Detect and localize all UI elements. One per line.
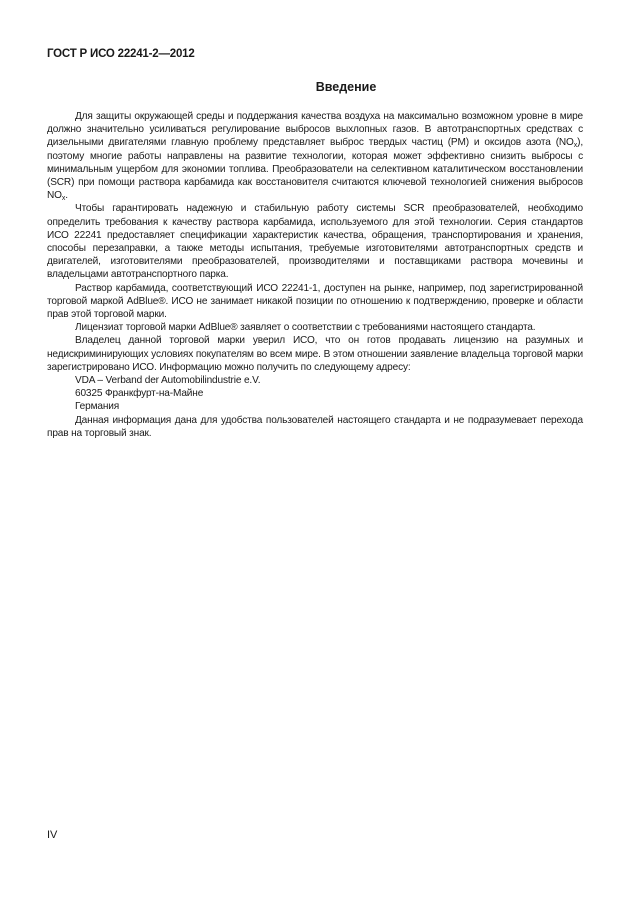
paragraph-5: Владелец данной торговой марки уверил ИСО, что он готов продавать лицензию на разумных и недискриминирующих условиях покупателям во всем мире. В этом отношении заявление владельца торговой марки зарегистрировано ИСО. Информацию можно получить по следующему адресу:: [47, 335, 583, 373]
paragraph-1-part-b: ), поэтому многие работы направлены на развитие технологии, которая может эффективно снизить выбросы с минимальным ущербом для экономии топлива. Преобразователи на селективном каталитическом восстановлении (SCR) при помощи раствора карбамида как восстановителя считаются ключевой технологией снижения выбросов NO: [47, 137, 583, 202]
page-number: IV: [47, 829, 58, 841]
address-line-1: VDA – Verband der Automobilindustrie e.V.: [75, 375, 261, 387]
paragraph-1-part-a: Для защиты окружающей среды и поддержания качества воздуха на максимально возможном уровне в мире должно значительно усиливаться регулирование выбросов выхлопных газов. В автотранспортных средствах с дизельными двигателями главную проблему представляет выброс твердых частиц (PM) и оксидов азота (NO: [47, 111, 583, 149]
standard-header: ГОСТ Р ИСО 22241-2—2012: [47, 48, 195, 60]
paragraph-4: Лицензиат торговой марки AdBlue® заявляет о соответствии с требованиями настоящего стандарта.: [75, 322, 536, 334]
section-title-wrapper: [0, 80, 630, 94]
paragraph-1: [47, 110, 583, 202]
paragraph-6: Данная информация дана для удобства пользователей настоящего стандарта и не подразумевает перехода прав на торговый знак.: [47, 414, 583, 439]
paragraph-2: Чтобы гарантировать надежную и стабильную работу системы SCR преобразователей, необходимо определить требования к качеству раствора карбамида, используемого для этой технологии. Серия стандартов ИСО 22241 предоставляет спецификации характеристик качества, обращения, транспортирования и хранения, способы перезаправки, а также методы испытания, требуемые изготовителями автотранспортных средств и двигателей, изготовителями преобразователей, производителями и поставщиками раствора мочевины и владельцами автотранспортного парка.: [47, 203, 583, 281]
paragraph-1-part-c: .: [65, 190, 68, 202]
address-line-3: Германия: [75, 401, 120, 413]
section-title: Введение: [315, 80, 377, 94]
introduction-body: [47, 110, 583, 440]
subscript-x-1: x: [573, 142, 578, 150]
subscript-x-2: x: [61, 195, 66, 203]
address-line-2: 60325 Франкфурт-на-Майне: [75, 388, 204, 400]
paragraph-3: Раствор карбамида, соответствующий ИСО 22241-1, доступен на рынке, например, под зарегистрированной торговой маркой AdBlue®. ИСО не занимает никакой позиции по отношению к подтверждению, проверке и области прав этой торговой марки.: [47, 282, 583, 321]
